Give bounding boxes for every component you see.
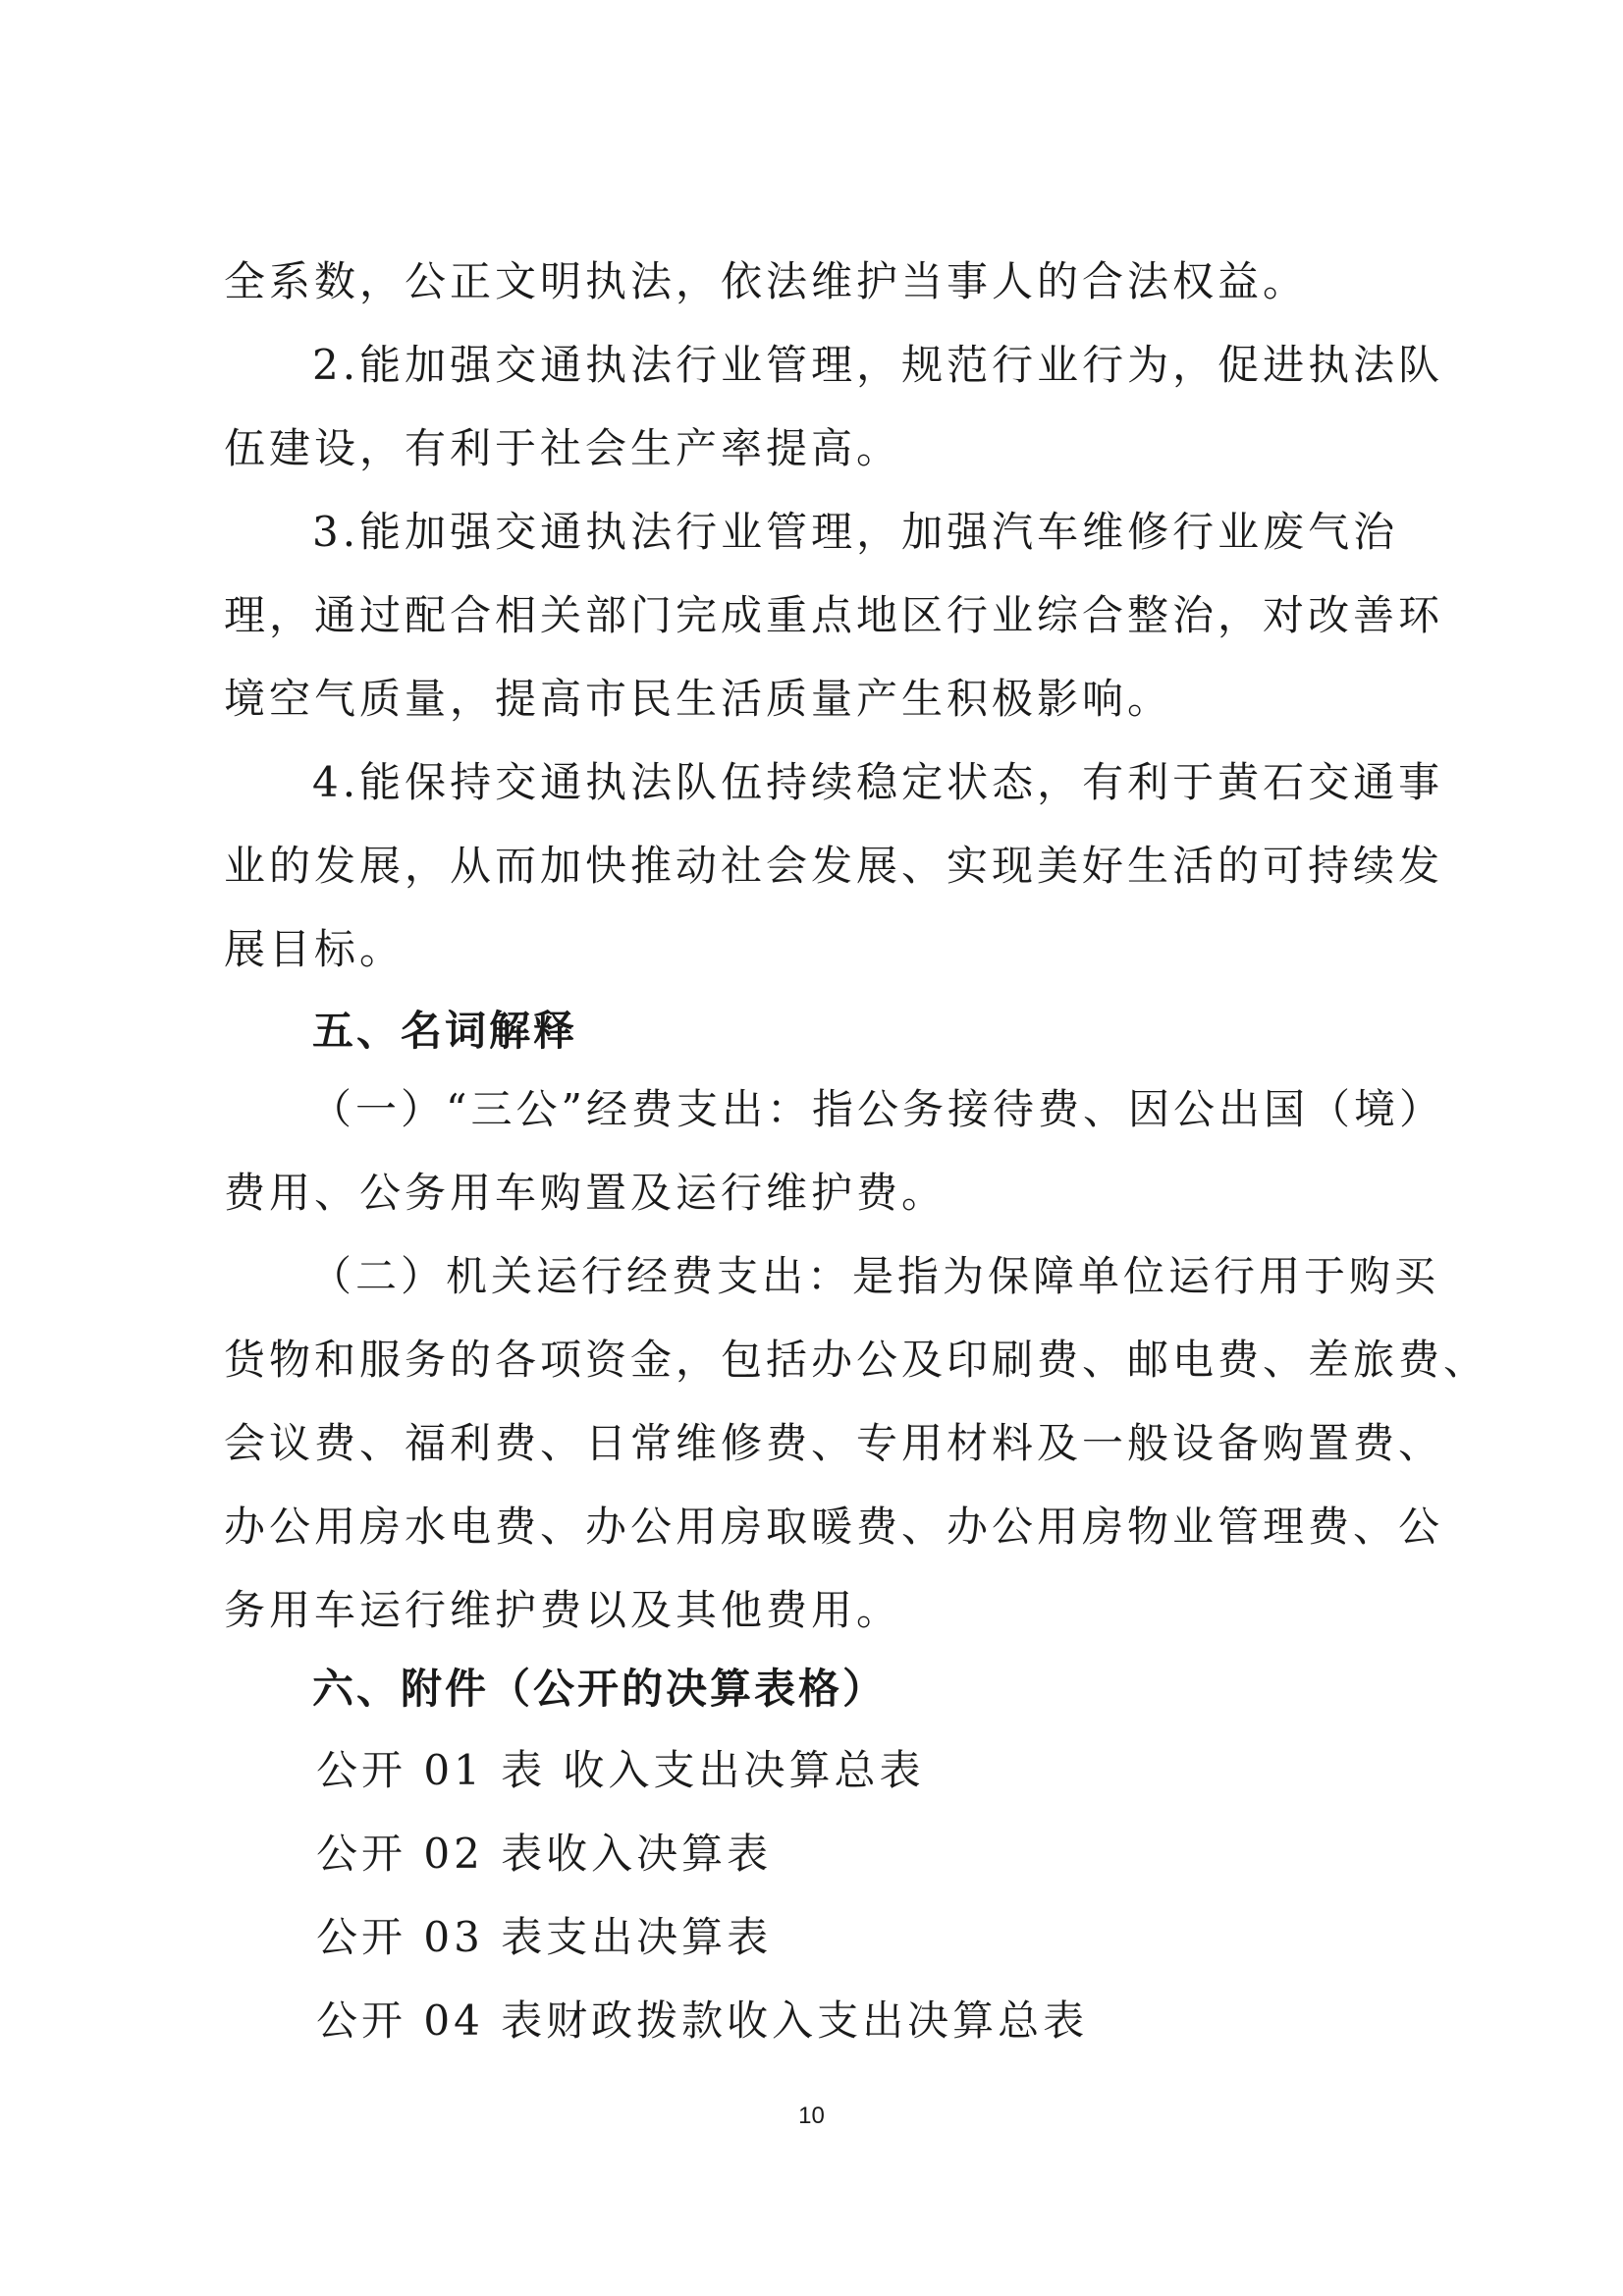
paragraph-line: 理，通过配合相关部门完成重点地区行业综合整治，对改善环: [224, 591, 1444, 639]
paragraph-line: 货物和服务的各项资金，包括办公及印刷费、邮电费、差旅费、: [224, 1336, 1489, 1384]
section-heading-terms: 五、名词解释: [312, 1007, 578, 1055]
paragraph-line: 境空气质量，提高市民生活质量产生积极影响。: [224, 675, 1173, 723]
attachment-item: 公开 03 表支出决算表: [316, 1913, 773, 1961]
paragraph-line: 会议费、福利费、日常维修费、专用材料及一般设备购置费、: [224, 1419, 1444, 1467]
paragraph-line: 4.能保持交通执法队伍持续稳定状态，有利于黄石交通事: [312, 758, 1444, 806]
section-heading-attachments: 六、附件（公开的决算表格）: [312, 1665, 888, 1713]
page-number: 10: [798, 2103, 825, 2129]
paragraph-line: 全系数，公正文明执法，依法维护当事人的合法权益。: [224, 257, 1309, 305]
paragraph-line: （一）“三公”经费支出：指公务接待费、因公出国（境）: [310, 1085, 1444, 1133]
paragraph-line: 伍建设，有利于社会生产率提高。: [224, 424, 902, 472]
paragraph-line: 展目标。: [224, 925, 406, 973]
attachment-item: 公开 02 表收入决算表: [316, 1830, 773, 1878]
attachment-item: 公开 04 表财政拨款收入支出决算总表: [316, 1996, 1089, 2045]
paragraph-line: （二）机关运行经费支出：是指为保障单位运行用于购买: [310, 1252, 1440, 1300]
paragraph-line: 办公用房水电费、办公用房取暖费、办公用房物业管理费、公: [224, 1503, 1444, 1551]
paragraph-line: 费用、公务用车购置及运行维护费。: [224, 1169, 947, 1217]
paragraph-line: 3.能加强交通执法行业管理，加强汽车维修行业废气治: [312, 508, 1399, 556]
paragraph-line: 2.能加强交通执法行业管理，规范行业行为，促进执法队: [312, 341, 1444, 389]
paragraph-line: 业的发展，从而加快推动社会发展、实现美好生活的可持续发: [224, 842, 1444, 890]
paragraph-line: 务用车运行维护费以及其他费用。: [224, 1586, 902, 1634]
attachment-item: 公开 01 表 收入支出决算总表: [316, 1746, 925, 1794]
